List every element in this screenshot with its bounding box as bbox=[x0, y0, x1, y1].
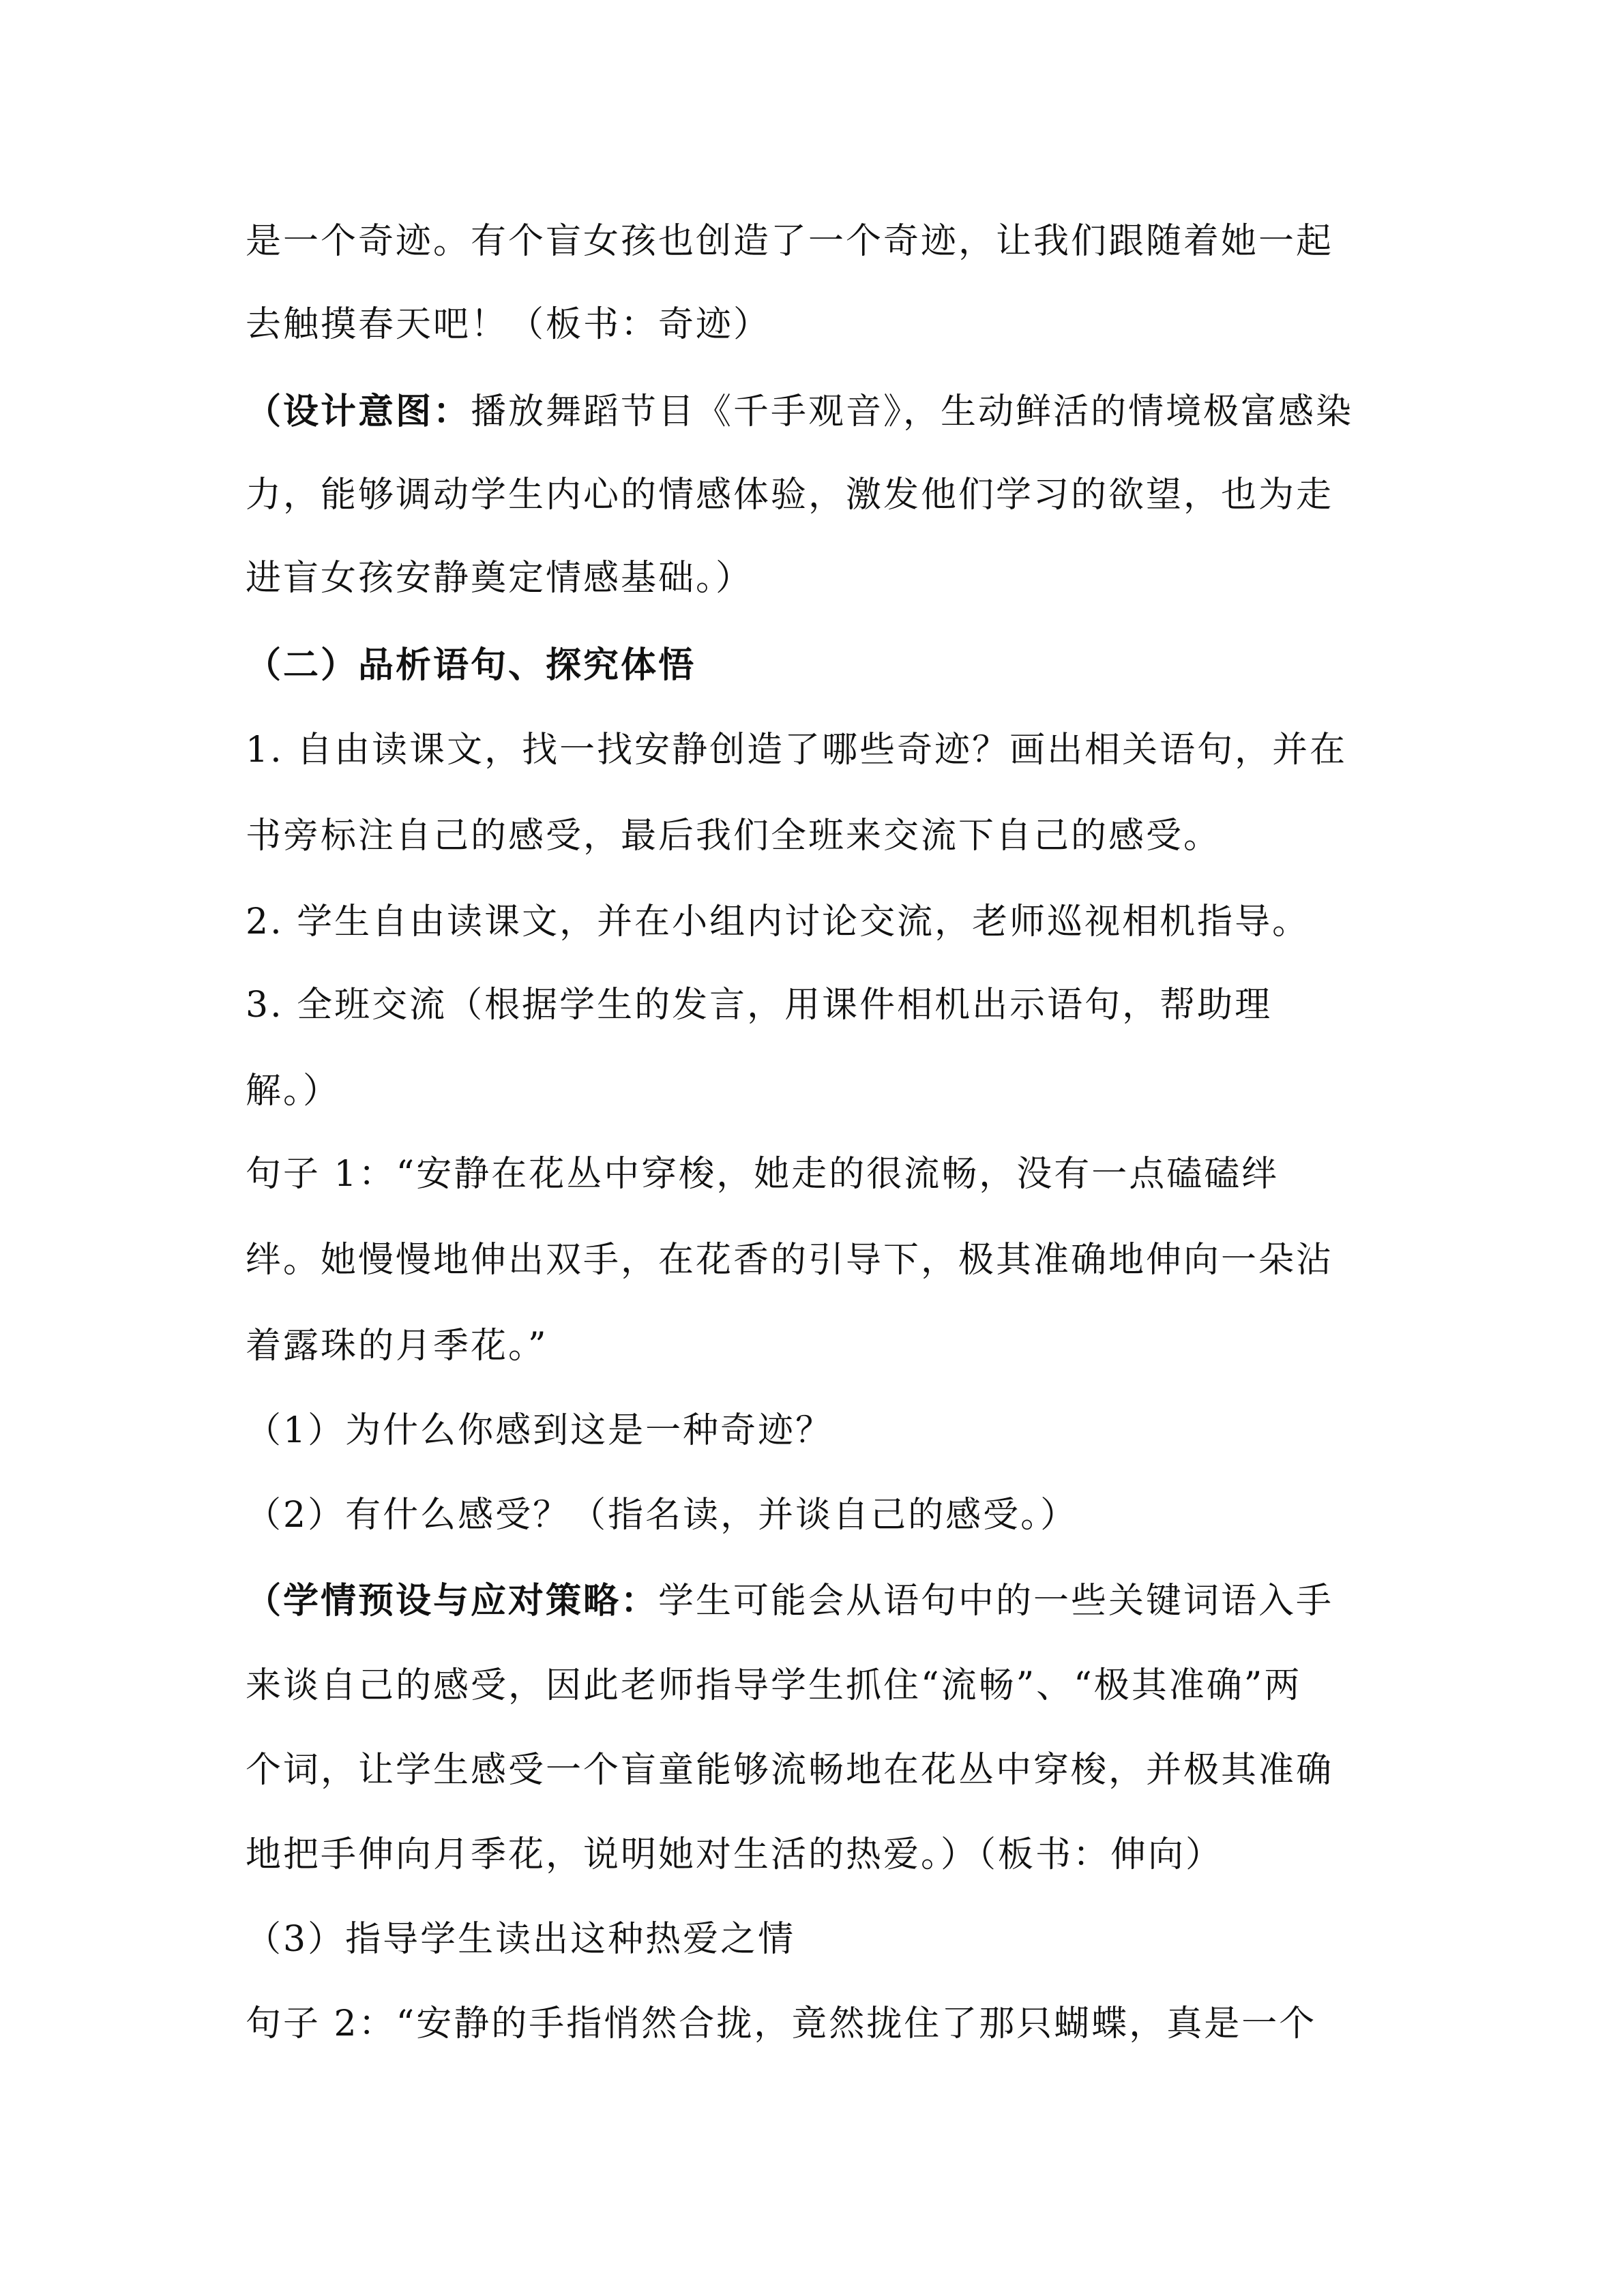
line-text: 句子 2：“安静的手指悄然合拢，竟然拢住了那只蝴蝶，真是一个 bbox=[246, 2003, 1317, 2044]
line-text: （3）指导学生读出这种热爱之情 bbox=[246, 1919, 796, 1960]
line-text: 句子 1：“安静在花丛中穿梭，她走的很流畅，没有一点磕磕绊 bbox=[246, 1154, 1280, 1195]
text-line bbox=[246, 897, 1398, 946]
section-label: （设计意图： bbox=[246, 391, 471, 432]
text-line bbox=[246, 300, 1398, 349]
heading-text: （二）品析语句、探究体悟 bbox=[246, 644, 696, 686]
line-text: 力，能够调动学生内心的情感体验，激发他们学习的欲望，也为走 bbox=[246, 475, 1334, 516]
line-text: 学生可能会从语句中的一些关键词语入手 bbox=[658, 1581, 1334, 1622]
text-line bbox=[246, 387, 1398, 436]
line-text: 1. 自由读课文，找一找安静创造了哪些奇迹？画出相关语句，并在 bbox=[246, 730, 1348, 771]
line-text: 播放舞蹈节目《千手观音》，生动鲜活的情境极富感染 bbox=[471, 391, 1354, 432]
text-line bbox=[246, 1830, 1398, 1879]
text-line bbox=[246, 217, 1398, 266]
line-text: 书旁标注自己的感受，最后我们全班来交流下自己的感受。 bbox=[246, 816, 1222, 856]
text-line bbox=[246, 1236, 1398, 1285]
text-line bbox=[246, 1746, 1398, 1795]
line-text: 去触摸春天吧！（板书：奇迹） bbox=[246, 304, 771, 345]
section-heading bbox=[246, 641, 1398, 690]
line-text: 着露珠的月季花。” bbox=[246, 1326, 548, 1367]
line-text: 地把手伸向月季花，说明她对生活的热爱。）（板书：伸向） bbox=[246, 1834, 1224, 1875]
line-text: 3. 全班交流（根据学生的发言，用课件相机出示语句，帮助理 bbox=[246, 985, 1273, 1026]
text-line bbox=[246, 1491, 1398, 1540]
text-line bbox=[246, 471, 1398, 520]
text-line bbox=[246, 554, 1398, 603]
line-text: 个词，让学生感受一个盲童能够流畅地在花丛中穿梭，并极其准确 bbox=[246, 1750, 1334, 1791]
text-line bbox=[246, 1915, 1398, 1964]
text-line bbox=[246, 1150, 1398, 1199]
line-text: 2. 学生自由读课文，并在小组内讨论交流，老师巡视相机指导。 bbox=[246, 901, 1310, 942]
line-text: 来谈自己的感受，因此老师指导学生抓住“流畅”、“极其准确”两 bbox=[246, 1665, 1302, 1706]
text-line bbox=[246, 1406, 1398, 1455]
line-text: 进盲女孩安静奠定情感基础。） bbox=[246, 558, 754, 599]
text-line bbox=[246, 1661, 1398, 1710]
line-text: 解。） bbox=[246, 1071, 341, 1112]
text-line bbox=[246, 1577, 1398, 1626]
text-line bbox=[246, 1322, 1398, 1371]
text-line bbox=[246, 1999, 1398, 2048]
text-line bbox=[246, 1067, 1398, 1116]
line-text: （2）有什么感受？（指名读，并谈自己的感受。） bbox=[246, 1495, 1078, 1536]
line-text: （1）为什么你感到这是一种奇迹？ bbox=[246, 1410, 833, 1451]
line-text: 绊。她慢慢地伸出双手，在花香的引导下，极其准确地伸向一朵沾 bbox=[246, 1240, 1334, 1281]
text-line bbox=[246, 981, 1398, 1030]
text-line bbox=[246, 811, 1398, 861]
text-line bbox=[246, 726, 1398, 775]
line-text: 是一个奇迹。有个盲女孩也创造了一个奇迹，让我们跟随着她一起 bbox=[246, 221, 1334, 262]
section-label: （学情预设与应对策略： bbox=[246, 1580, 659, 1622]
